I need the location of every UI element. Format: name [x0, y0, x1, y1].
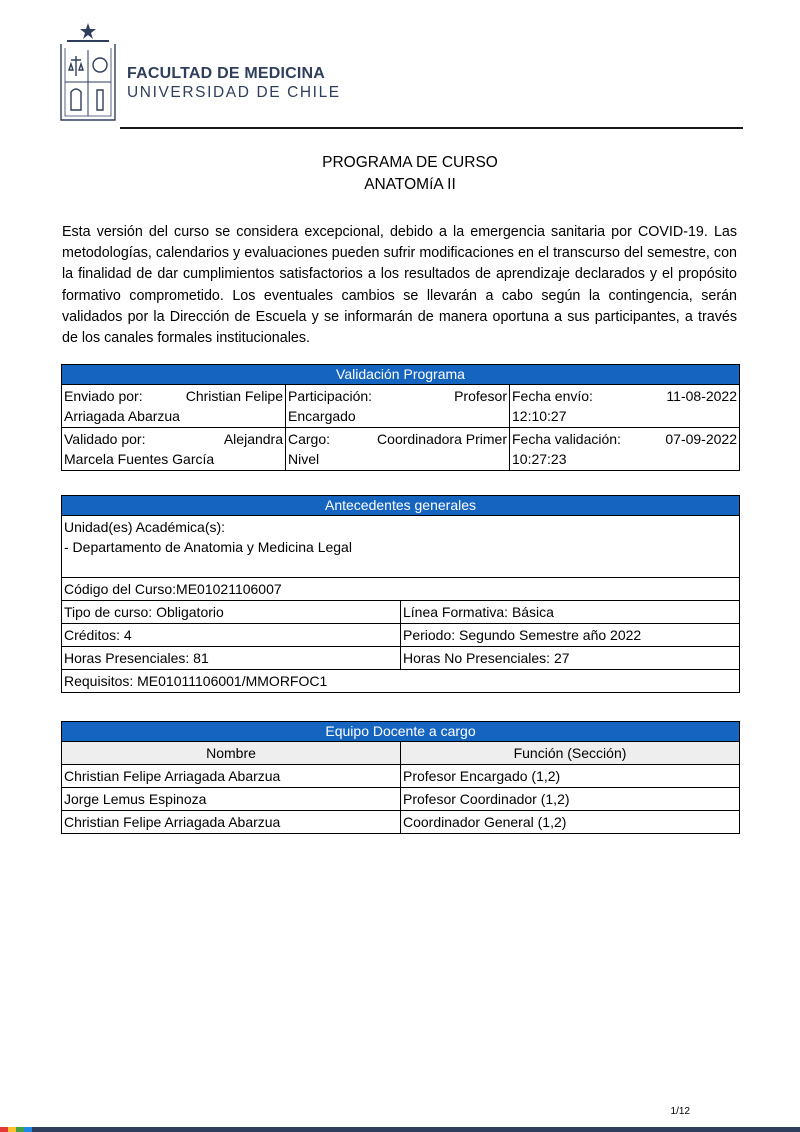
footer-color-bar — [0, 1127, 800, 1132]
university-name: UNIVERSIDAD DE CHILE — [127, 84, 341, 101]
formative-line-cell: Línea Formativa: Básica — [401, 601, 740, 624]
teacher-role: Profesor Coordinador (1,2) — [401, 788, 740, 811]
teacher-name: Christian Felipe Arriagada Abarzua — [62, 811, 401, 834]
table-row — [62, 788, 740, 811]
role-value-line2: Nivel — [288, 451, 320, 467]
general-info-header: Antecedentes generales — [62, 496, 740, 516]
table-row — [62, 647, 740, 670]
validated-by-label: Validado por: — [64, 431, 146, 447]
academic-unit-value: - Departamento de Anatomia y Medicina Legal — [64, 539, 352, 555]
requirements-cell: Requisitos: ME01011106001/MMORFOC1 — [62, 670, 740, 693]
validation-table-header: Validación Programa — [62, 365, 740, 385]
course-type-cell: Tipo de curso: Obligatorio — [62, 601, 401, 624]
teacher-role: Profesor Encargado (1,2) — [401, 765, 740, 788]
document-title: PROGRAMA DE CURSO — [322, 154, 498, 171]
table-header-row — [62, 742, 740, 765]
table-row — [62, 811, 740, 834]
validation-date-cell — [510, 428, 740, 471]
intro-paragraph: Esta versión del curso se considera excepcional, debido a la emergencia sanitaria por COVID-19. Las metodologías, calendarios y evaluaciones pueden sufrir modificaciones en el transcurso del semestre, con la finalidad de dar cumplimientos satisfactorios a los resultados de aprendizaje declarados y el propósito formativo comprometido. Los eventuales cambios se llevarán a cabo según la contingencia, serán validados por la Dirección de Escuela y se informarán de manera oportuna a sus participantes, a través de los canales formales institucionales. — [62, 224, 737, 347]
participation-cell — [286, 385, 510, 428]
general-info-table — [61, 495, 740, 693]
table-row — [62, 385, 740, 428]
course-title: ANATOMíA II — [364, 176, 456, 193]
sent-by-cell — [62, 385, 286, 428]
teacher-role: Coordinador General (1,2) — [401, 811, 740, 834]
teaching-team-header: Equipo Docente a cargo — [62, 722, 740, 742]
role-value: Coordinadora Primer — [377, 431, 507, 447]
participation-label: Participación: — [288, 388, 373, 404]
validation-time-value: 10:27:23 — [512, 451, 567, 467]
faculty-name: FACULTAD DE MEDICINA — [127, 65, 326, 82]
sent-by-value: Christian Felipe — [185, 388, 283, 404]
validation-date-value: 07-09-2022 — [665, 431, 737, 447]
table-row — [62, 624, 740, 647]
send-time-value: 12:10:27 — [512, 408, 567, 424]
table-row — [62, 601, 740, 624]
send-date-value: 11-08-2022 — [666, 388, 737, 404]
role-cell — [286, 428, 510, 471]
academic-unit-cell — [62, 516, 740, 578]
teacher-name: Jorge Lemus Espinoza — [62, 788, 401, 811]
teacher-name: Christian Felipe Arriagada Abarzua — [62, 765, 401, 788]
teaching-team-table — [61, 721, 740, 834]
credits-cell: Créditos: 4 — [62, 624, 401, 647]
validated-by-value: Alejandra — [223, 431, 283, 447]
column-header-name: Nombre — [62, 742, 401, 765]
table-row — [62, 578, 740, 601]
table-row — [62, 765, 740, 788]
sent-by-value-line2: Arriagada Abarzua — [64, 408, 180, 424]
validation-date-label: Fecha validación: — [512, 431, 621, 447]
role-label: Cargo: — [288, 431, 331, 447]
send-date-label: Fecha envío: — [512, 388, 593, 404]
period-cell: Periodo: Segundo Semestre año 2022 — [401, 624, 740, 647]
table-row — [62, 516, 740, 578]
sent-by-label: Enviado por: — [64, 388, 143, 404]
column-header-role: Función (Sección) — [401, 742, 740, 765]
remote-hours-cell: Horas No Presenciales: 27 — [401, 647, 740, 670]
validated-by-cell — [62, 428, 286, 471]
header-divider — [120, 127, 743, 129]
page-number: 1/12 — [670, 1106, 690, 1117]
academic-unit-label: Unidad(es) Académica(s): — [64, 519, 226, 535]
validation-table — [61, 364, 740, 471]
course-code-cell: Código del Curso:ME01021106007 — [62, 578, 740, 601]
validated-by-value-line2: Marcela Fuentes García — [64, 451, 215, 467]
in-person-hours-cell: Horas Presenciales: 81 — [62, 647, 401, 670]
table-row — [62, 428, 740, 471]
university-seal-icon — [57, 20, 119, 124]
participation-value-line2: Encargado — [288, 408, 356, 424]
table-row — [62, 670, 740, 693]
faculty-logo — [57, 20, 341, 124]
participation-value: Profesor — [454, 388, 507, 404]
send-date-cell — [510, 385, 740, 428]
